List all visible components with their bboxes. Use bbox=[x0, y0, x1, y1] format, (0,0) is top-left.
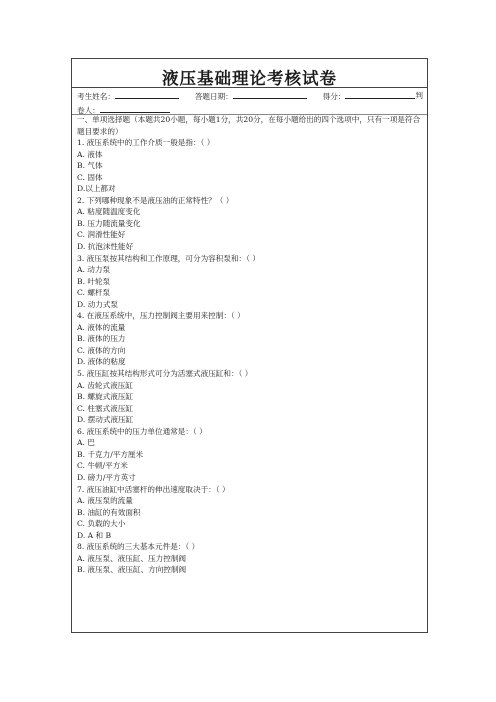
question-6-option-d[interactable]: D. 磅力/平方英寸 bbox=[77, 472, 136, 482]
question-7: 7. 液压油缸中活塞杆的伸出速度取决于：（ ） bbox=[77, 484, 230, 494]
grader-label-part: 判 bbox=[415, 91, 423, 100]
question-1-option-d[interactable]: D.以上都对 bbox=[77, 184, 116, 194]
question-list bbox=[77, 137, 423, 576]
question-8-option-a[interactable]: A. 液压泵、液压缸、压力控制阀 bbox=[77, 553, 187, 563]
question-7-option-d[interactable]: D. A 和 B bbox=[77, 530, 112, 540]
question-4: 4. 在液压系统中，压力控制阀主要用来控制：（ ） bbox=[77, 311, 245, 321]
question-2: 2. 下列哪种现象不是液压油的正常特性？（ ） bbox=[77, 195, 234, 205]
question-5-option-c[interactable]: C. 柱塞式液压缸 bbox=[77, 403, 133, 413]
score-label: 得分： bbox=[322, 92, 346, 101]
question-2-option-a[interactable]: A. 粘度随温度变化 bbox=[77, 207, 141, 217]
question-6-option-b[interactable]: B. 千克力/平方厘米 bbox=[77, 449, 144, 459]
name-field[interactable] bbox=[115, 89, 179, 99]
question-6-option-a[interactable]: A. 巴 bbox=[77, 438, 95, 448]
question-7-option-a[interactable]: A. 液压泵的流量 bbox=[77, 496, 133, 506]
question-8: 8. 液压系统的三大基本元件是：（ ） bbox=[77, 542, 200, 552]
question-3-option-c[interactable]: C. 螺杆泵 bbox=[77, 288, 111, 298]
date-label: 答题日期： bbox=[194, 92, 233, 101]
question-2-option-b[interactable]: B. 压力随流量变化 bbox=[77, 218, 141, 228]
question-5-option-b[interactable]: B. 螺旋式液压缸 bbox=[77, 392, 133, 402]
exam-header-info bbox=[77, 86, 423, 117]
question-1: 1. 液压系统中的工作介质一般是指：（ ） bbox=[77, 138, 215, 148]
question-1-option-b[interactable]: B. 气体 bbox=[77, 161, 103, 171]
question-7-option-b[interactable]: B. 油缸的有效面积 bbox=[77, 507, 141, 517]
question-5-option-d[interactable]: D. 摆动式液压缸 bbox=[77, 415, 134, 425]
questions-area bbox=[77, 114, 423, 576]
question-6-option-c[interactable]: C. 牛顿/平方米 bbox=[77, 461, 128, 471]
name-label: 考生姓名： bbox=[77, 92, 115, 101]
exam-title: 液压基础理论考核试卷 bbox=[162, 69, 337, 88]
question-2-option-d[interactable]: D. 抗泡沫性能好 bbox=[77, 242, 134, 252]
question-8-option-b[interactable]: B. 液压泵、液压缸、方向控制阀 bbox=[77, 565, 187, 575]
question-3-option-d[interactable]: D. 动力式泵 bbox=[77, 299, 119, 309]
question-2-option-c[interactable]: C. 润滑性能好 bbox=[77, 230, 126, 240]
exam-sheet bbox=[71, 58, 428, 633]
question-4-option-b[interactable]: B. 液体的压力 bbox=[77, 334, 126, 344]
question-4-option-c[interactable]: C. 液体的方向 bbox=[77, 345, 126, 355]
question-7-option-c[interactable]: C. 负载的大小 bbox=[77, 519, 126, 529]
question-3-option-b[interactable]: B. 叶轮泵 bbox=[77, 276, 111, 286]
question-6: 6. 液压系统中的压力单位通常是：（ ） bbox=[77, 426, 207, 436]
question-1-option-a[interactable]: A. 液体 bbox=[77, 149, 103, 159]
grader-label: 卷人： bbox=[77, 106, 100, 115]
question-5-option-a[interactable]: A. 齿轮式液压缸 bbox=[77, 380, 133, 390]
question-4-option-a[interactable]: A. 液体的流量 bbox=[77, 322, 126, 332]
question-1-option-c[interactable]: C. 固体 bbox=[77, 172, 103, 182]
date-field[interactable] bbox=[233, 89, 307, 99]
question-3: 3. 液压泵按其结构和工作原理，可分为容积泵和：（ ） bbox=[77, 253, 260, 263]
grader-field[interactable] bbox=[100, 103, 170, 113]
question-4-option-d[interactable]: D. 液体的粘度 bbox=[77, 357, 126, 367]
score-field[interactable] bbox=[345, 89, 415, 99]
section-heading: 一、单项选择题（本题共20小题，每小题1分，共20分，在每小题给出的四个选项中，只有一项是符合题目要求的） bbox=[77, 115, 421, 136]
question-5: 5. 液压缸按其结构形式可分为活塞式液压缸和：（ ） bbox=[77, 369, 253, 379]
question-3-option-a[interactable]: A. 动力泵 bbox=[77, 265, 111, 275]
